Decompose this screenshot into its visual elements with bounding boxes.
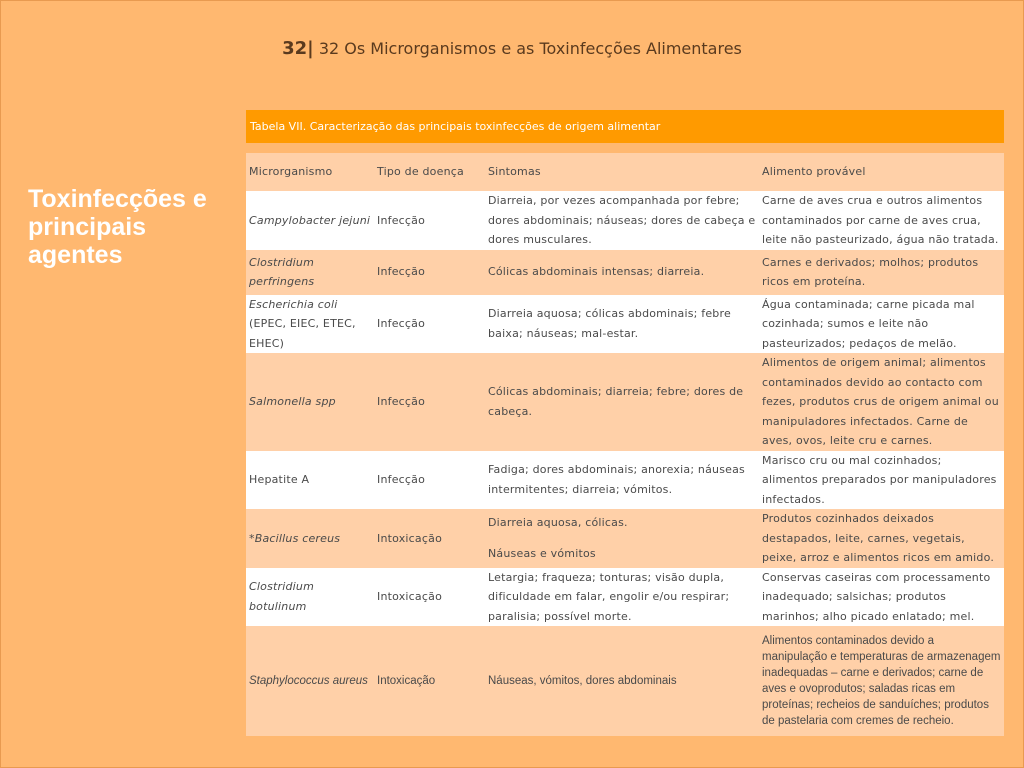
food-cell: Carnes e derivados; molhos; produtos ricos em proteína. bbox=[759, 250, 1004, 295]
organism-cell: *Bacillus cereus bbox=[246, 509, 374, 568]
table-row bbox=[246, 509, 1004, 568]
table-row bbox=[246, 451, 1004, 510]
table-row bbox=[246, 626, 1004, 736]
disease-type-cell: Infecção bbox=[374, 191, 485, 250]
section-title: Toxinfecções e principais agentes bbox=[28, 185, 207, 269]
symptoms-cell: Cólicas abdominais; diarreia; febre; dores de cabeça. bbox=[485, 353, 759, 451]
column-header: Microrganismo bbox=[246, 153, 374, 191]
disease-type-cell: Infecção bbox=[374, 295, 485, 354]
food-cell: Alimentos de origem animal; alimentos contaminados devido ao contacto com fezes, produtos crus de origem animal ou manipuladores infectados. Carne de aves, ovos, leite cru e carnes. bbox=[759, 353, 1004, 451]
disease-type-cell: Intoxicação bbox=[374, 509, 485, 568]
slide-header bbox=[0, 38, 1024, 59]
table-caption: Tabela VII. Caracterização das principais toxinfecções de origem alimentar bbox=[246, 110, 1004, 143]
column-header: Alimento provável bbox=[759, 153, 1004, 191]
food-cell: Alimentos contaminados devido a manipulação e temperaturas de armazenagem inadequadas – carne e derivados; carne de aves e ovoprodutos; saladas ricas em proteínas; recheios de sanduíches; produtos de pastelaria com cremes de recheio. bbox=[759, 626, 1004, 736]
organism-note: (EPEC, EIEC, ETEC, EHEC) bbox=[249, 317, 356, 350]
page-title: 32 Os Microrganismos e as Toxinfecções Alimentares bbox=[318, 39, 742, 58]
disease-type-cell: Intoxicação bbox=[374, 568, 485, 627]
food-cell: Carne de aves crua e outros alimentos contaminados por carne de aves crua, leite não pasteurizado, água não tratada. bbox=[759, 191, 1004, 250]
symptoms-line: Diarreia aquosa, cólicas. bbox=[488, 516, 628, 530]
table-header-row bbox=[246, 153, 1004, 191]
organism-cell: Campylobacter jejuni bbox=[246, 191, 374, 250]
organism-name: Escherichia coli bbox=[249, 297, 338, 311]
caption-spacer bbox=[246, 143, 1004, 153]
organism-cell bbox=[246, 295, 374, 354]
column-header: Tipo de doença bbox=[374, 153, 485, 191]
food-cell: Marisco cru ou mal cozinhados; alimentos preparados por manipuladores infectados. bbox=[759, 451, 1004, 510]
organism-cell: Hepatite A bbox=[246, 451, 374, 510]
organism-cell: Clostridium botulinum bbox=[246, 568, 374, 627]
disease-type-cell: Infecção bbox=[374, 451, 485, 510]
symptoms-cell: Letargia; fraqueza; tonturas; visão dupla, dificuldade em falar, engolir e/ou respirar; paralisia; possível morte. bbox=[485, 568, 759, 627]
disease-type-cell: Intoxicação bbox=[374, 626, 485, 736]
page-number: 32| bbox=[282, 38, 314, 59]
table-row bbox=[246, 568, 1004, 627]
symptoms-cell: Diarreia, por vezes acompanhada por febre; dores abdominais; náuseas; dores de cabeça e dores musculares. bbox=[485, 191, 759, 250]
table-row bbox=[246, 295, 1004, 354]
organism-cell: Salmonella spp bbox=[246, 353, 374, 451]
disease-type-cell: Infecção bbox=[374, 353, 485, 451]
symptoms-cell: Náuseas, vómitos, dores abdominais bbox=[485, 626, 759, 736]
disease-type-cell: Infecção bbox=[374, 250, 485, 295]
table-row bbox=[246, 191, 1004, 250]
food-cell: Produtos cozinhados deixados destapados, leite, carnes, vegetais, peixe, arroz e alimentos ricos em amido. bbox=[759, 509, 1004, 568]
symptoms-cell: Fadiga; dores abdominais; anorexia; náuseas intermitentes; diarreia; vómitos. bbox=[485, 451, 759, 510]
food-cell: Água contaminada; carne picada mal cozinhada; sumos e leite não pasteurizados; pedaços de melão. bbox=[759, 295, 1004, 354]
organism-cell: Clostridium perfringens bbox=[246, 250, 374, 295]
table-row bbox=[246, 250, 1004, 295]
food-cell: Conservas caseiras com processamento inadequado; salsichas; produtos marinhos; alho picado enlatado; mel. bbox=[759, 568, 1004, 627]
symptoms-line: Náuseas e vómitos bbox=[488, 546, 596, 560]
table-row bbox=[246, 353, 1004, 451]
toxinfection-table bbox=[246, 110, 1004, 736]
symptoms-cell bbox=[485, 509, 759, 568]
symptoms-cell: Diarreia aquosa; cólicas abdominais; febre baixa; náuseas; mal-estar. bbox=[485, 295, 759, 354]
symptoms-cell: Cólicas abdominais intensas; diarreia. bbox=[485, 250, 759, 295]
column-header: Sintomas bbox=[485, 153, 759, 191]
organism-cell: Staphylococcus aureus bbox=[246, 626, 374, 736]
data-table bbox=[246, 153, 1004, 736]
